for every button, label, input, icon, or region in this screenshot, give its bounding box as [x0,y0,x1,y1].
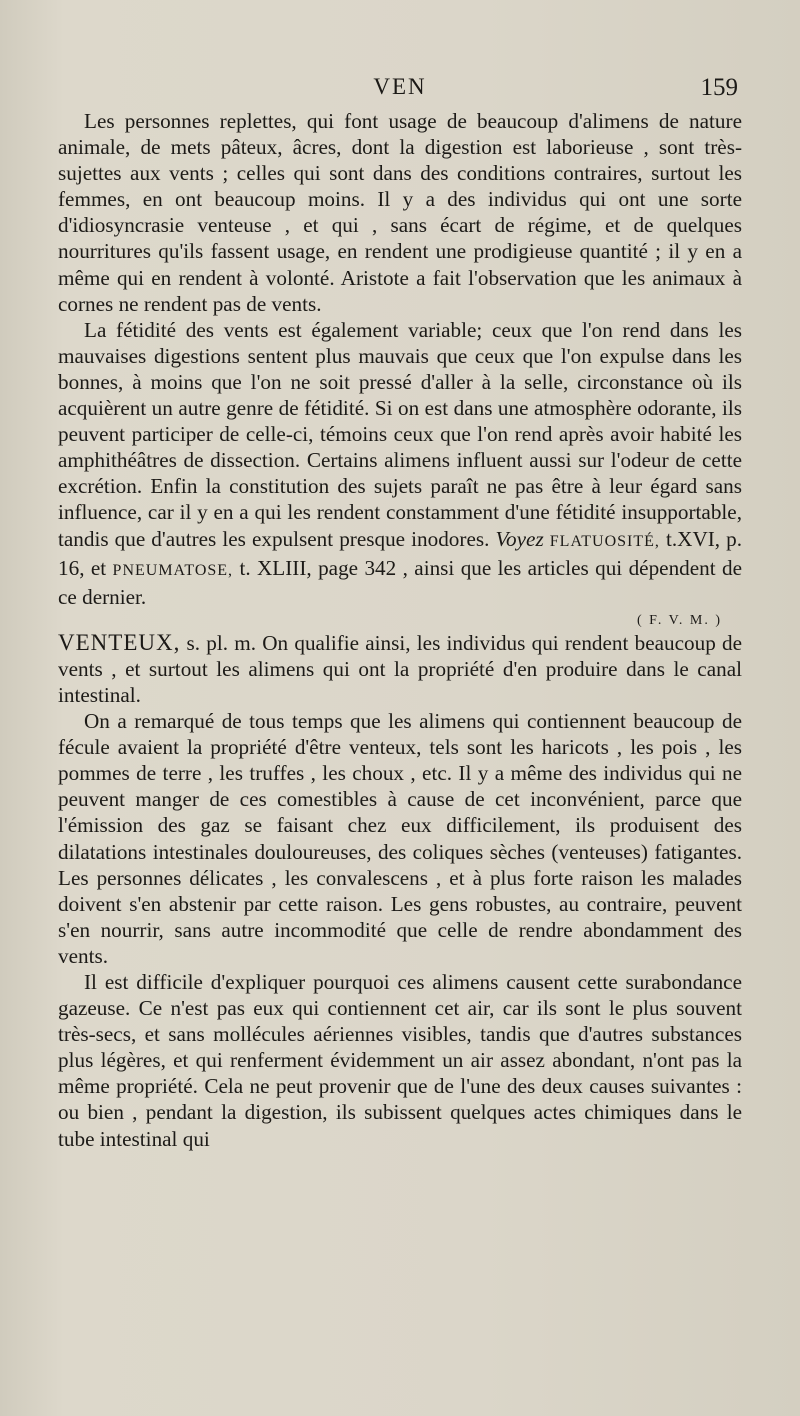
page-header [58,72,742,108]
cross-reference-term: FLATUOSITÉ, [549,532,660,550]
running-head: VEN [373,74,427,99]
entry-venteux [58,630,742,708]
page-number: 159 [700,74,738,101]
voyez-reference: Voyez [495,526,544,551]
paragraph-4: On a remarqué de tous temps que les alimens qui contiennent beaucoup de fécule avaient la propriété d'être venteux, tels sont les haricots , les pois , les pommes de terre , les truffes , les choux , etc. Il y a même des individus qui ne peuvent manger de ces comestibles à cause de cet inconvénient, parce que l'émission des gaz se faisant chez eux difficilement, ils produisent des dilatations intestinales douloureuses, des coliques sèches (venteuses) fatigantes. Les personnes délicates , les convalescens , et à plus forte raison les malades doivent s'en abstenir par cette raison. Les gens robustes, au contraire, peuvent s'en nourrir, sans autre incommodité que celle de rendre abondamment des vents. [58,709,742,968]
paragraph-1: Les personnes replettes, qui font usage de beaucoup d'alimens de nature animale, de mets pâteux, âcres, dont la digestion est laborieuse , sont très-sujettes aux vents ; celles qui sont dans des conditions contraires, surtout les femmes, en ont beaucoup moins. Il y a des individus qui ont une sorte d'idiosyncrasie venteuse , et qui , sans écart de régime, et de quelques nourritures qu'ils fassent usage, en rendent une prodigieuse quantité ; il y en a même qui en rendent à volonté. Aristote a fait l'observation que les animaux à cornes ne rendent pas de vents. [58,109,742,316]
paragraph-2 [58,317,742,610]
paragraph-2-text: La fétidité des vents est également variable; ceux que l'on rend dans les mauvaises digestions sentent plus mauvais que ceux que l'on expulse dans les bonnes, à moins que l'on ne soit pressé d'aller à la selle, circonstance où ils acquièrent un autre genre de fétidité. Si on est dans une atmosphère odorante, ils peuvent participer de celle-ci, témoins ceux que l'on rend après avoir habité les amphithéâtres de dissection. Certains alimens influent aussi sur l'odeur de cette excrétion. Enfin la constitution des sujets paraît ne pas être à leur égard sans influence, car il y en a qui les rendent constamment d'une fétidité insupportable, tandis que d'autres les expulsent presque inodores. [58,317,742,551]
cross-reference-term: PNEUMATOSE, [112,561,234,579]
paragraph-5: Il est difficile d'expliquer pourquoi ces alimens causent cette surabondance gazeuse. Ce n'est pas eux qui contiennent cet air, car ils sont le plus souvent très-secs, et sans mollécules aériennes visibles, tandis que d'autres substances plus légères, et qui renferment évidemment un air assez abondant, n'ont pas la même propriété. Cela ne peut provenir que de l'une des deux causes suivantes : ou bien , pendant la digestion, ils subissent quelques actes chimiques dans le tube intestinal qui [58,970,742,1151]
cross-reference-location: t. XLIII, page 342 , ainsi que les articles qui dépendent de ce dernier. [58,555,743,609]
entry-definition: s. pl. m. On qualifie ainsi, les individus qui rendent beaucoup de vents , et surtout les alimens qui ont la propriété d'en produire dans le canal intestinal. [58,630,742,707]
cross-reference-location: t.XVI, p. 16, et [58,526,743,580]
entry-term: VENTEUX, [58,629,181,655]
author-signature: ( F. V. M. ) [637,612,722,628]
